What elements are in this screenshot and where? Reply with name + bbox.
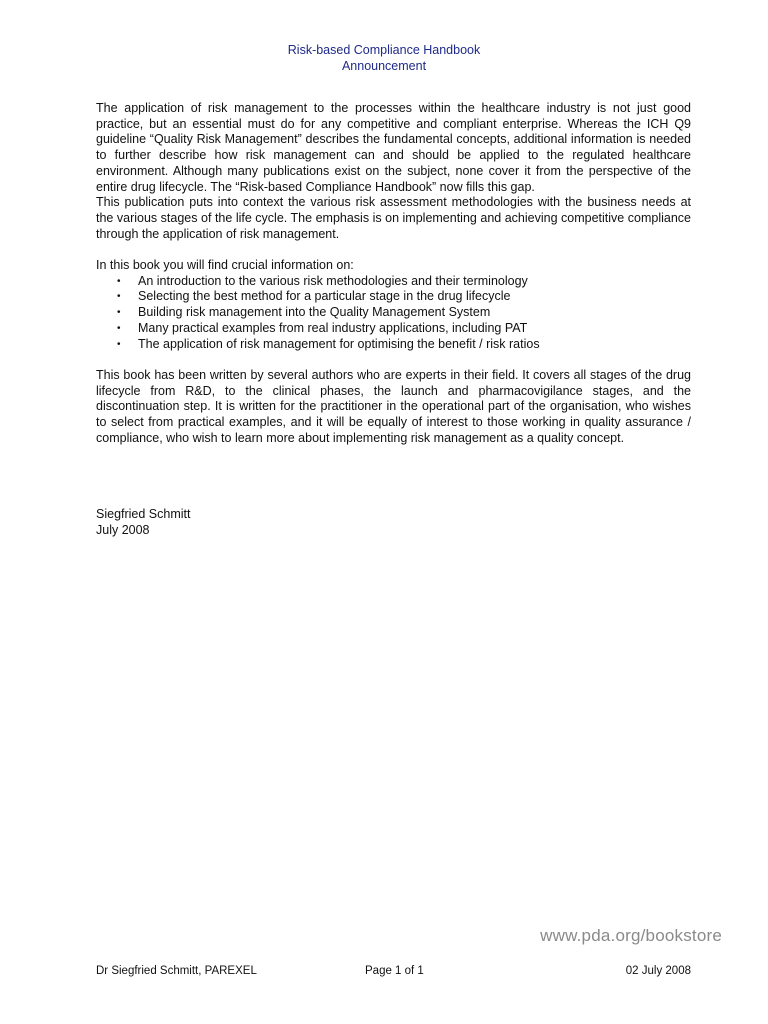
- signature-date: July 2008: [96, 522, 150, 537]
- paragraph-spacer: [96, 352, 691, 368]
- authors-paragraph: This book has been written by several authors who are experts in their field. It covers all stages of the drug lifecycle from R&D, to the clinical phases, the launch and pharmacovigilance stages, and the discontinuation step. It is written for the practitioner in the operational part of the organisation, who wishes to select from practical examples, and it will be equally of interest to those working in quality assurance / compliance, who wish to learn more about implementing risk management as a quality concept.: [96, 367, 691, 445]
- document-header: [0, 42, 768, 74]
- list-item: [96, 289, 691, 305]
- document-body: [96, 101, 691, 446]
- list-item-text: Many practical examples from real industry applications, including PAT: [138, 320, 528, 335]
- topics-list: [96, 274, 691, 353]
- footer-page-number: Page 1 of 1: [365, 965, 424, 977]
- list-item-text: Building risk management into the Quality Management System: [138, 305, 491, 320]
- page-footer: [96, 965, 691, 981]
- footer-date: 02 July 2008: [625, 965, 691, 977]
- bullet-icon: •: [117, 322, 121, 334]
- bullet-icon: •: [117, 307, 121, 319]
- intro-paragraph: The application of risk management to the processes within the healthcare industry is not just good practice, but an essential must do for any competitive and compliant enterprise. Whereas the ICH Q9 guideline “Quality Risk Management” describes the fundamental concepts, additional information is needed to further describe how risk management can and should be applied to the regulated healthcare environment. Although many publications exist on the subject, none cover it from the perspective of the entire drug lifecycle. The “Risk-based Compliance Handbook” now fills this gap.: [96, 101, 691, 194]
- list-item: [96, 305, 691, 321]
- document-title: Risk-based Compliance Handbook: [287, 43, 481, 57]
- bullet-icon: •: [117, 291, 121, 303]
- signature-block: [96, 507, 190, 538]
- bullet-icon: •: [117, 338, 121, 350]
- list-item-text: An introduction to the various risk methodologies and their terminology: [138, 273, 528, 288]
- list-item: [96, 321, 691, 337]
- bookstore-link[interactable]: www.pda.org/bookstore: [540, 926, 722, 945]
- footer-author: Dr Siegfried Schmitt, PAREXEL: [96, 965, 257, 977]
- bullet-icon: •: [117, 275, 121, 287]
- paragraph-spacer: [96, 242, 691, 258]
- list-item: [96, 337, 691, 353]
- list-item-text: The application of risk management for optimising the benefit / risk ratios: [138, 336, 540, 351]
- signature-name: Siegfried Schmitt: [96, 507, 191, 521]
- list-item-text: Selecting the best method for a particular stage in the drug lifecycle: [138, 289, 511, 304]
- list-intro: In this book you will find crucial information on:: [96, 258, 354, 273]
- list-item: [96, 274, 691, 290]
- context-paragraph: This publication puts into context the various risk assessment methodologies with the business needs at the various stages of the life cycle. The emphasis is on implementing and achieving competitive compliance through the application of risk management.: [96, 195, 691, 241]
- document-subtitle: Announcement: [341, 59, 427, 73]
